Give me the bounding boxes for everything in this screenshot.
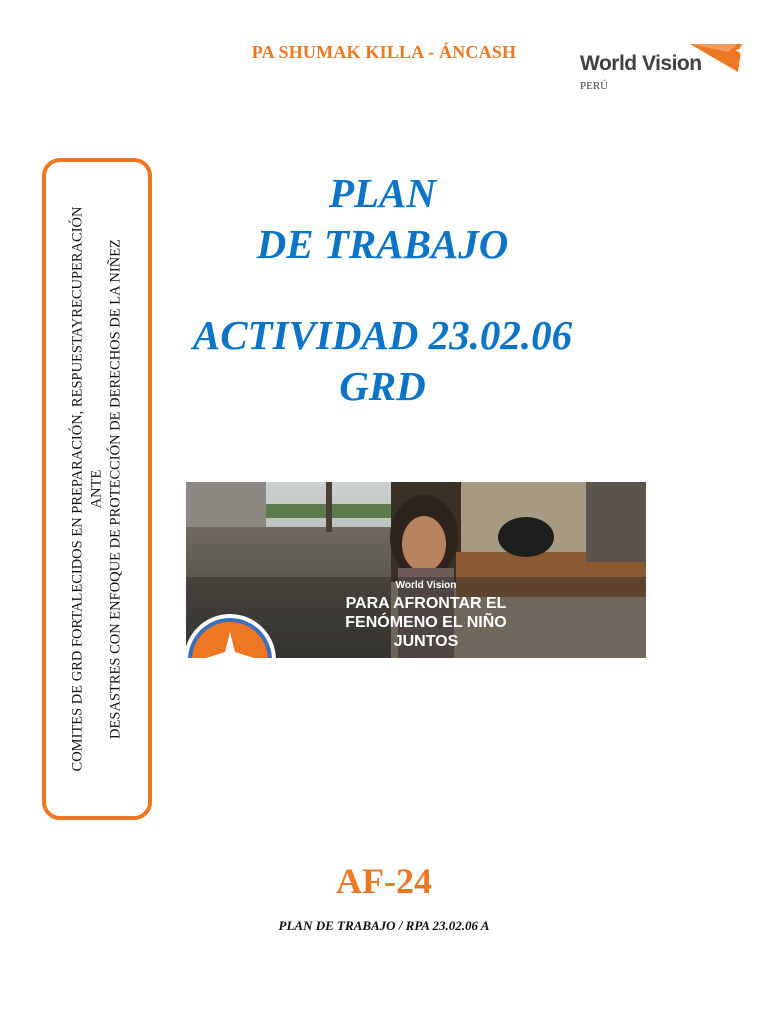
- side-description: [69, 189, 126, 789]
- program-title: PA SHUMAK KILLA - ÁNCASH: [251, 42, 517, 62]
- cover-photo: [186, 482, 646, 658]
- title-line-grd: GRD: [339, 363, 426, 409]
- side-description-line2: DESASTRES CON ENFOQUE DE PROTECCIÓN DE DERECHOS DE LA NIÑEZ: [107, 239, 124, 739]
- activity-code: AF-24: [336, 861, 432, 901]
- title-line-plan: PLAN: [328, 170, 437, 216]
- photo-caption-line1: PARA AFRONTAR EL: [345, 595, 507, 612]
- side-description-line1: COMITES DE GRD FORTALECIDOS EN PREPARACIÓN, RESPUESTAYRECUPERACIÓN ANTE: [69, 206, 105, 772]
- photo-caption-line2: FENÓMENO EL NIÑO: [345, 614, 507, 631]
- logo-country: PERÚ: [580, 80, 609, 92]
- world-vision-logo: [578, 40, 748, 100]
- photo-brand: World Vision: [395, 580, 457, 591]
- title-line-activity: ACTIVIDAD 23.02.06: [192, 312, 573, 358]
- title-line-trabajo: DE TRABAJO: [256, 221, 509, 267]
- document-title: [160, 168, 605, 412]
- photo-caption-line3: JUNTOS: [393, 633, 459, 650]
- footer-reference: PLAN DE TRABAJO / RPA 23.02.06 A: [278, 918, 490, 933]
- side-description-box: [42, 158, 152, 820]
- logo-text: World Vision: [580, 52, 702, 75]
